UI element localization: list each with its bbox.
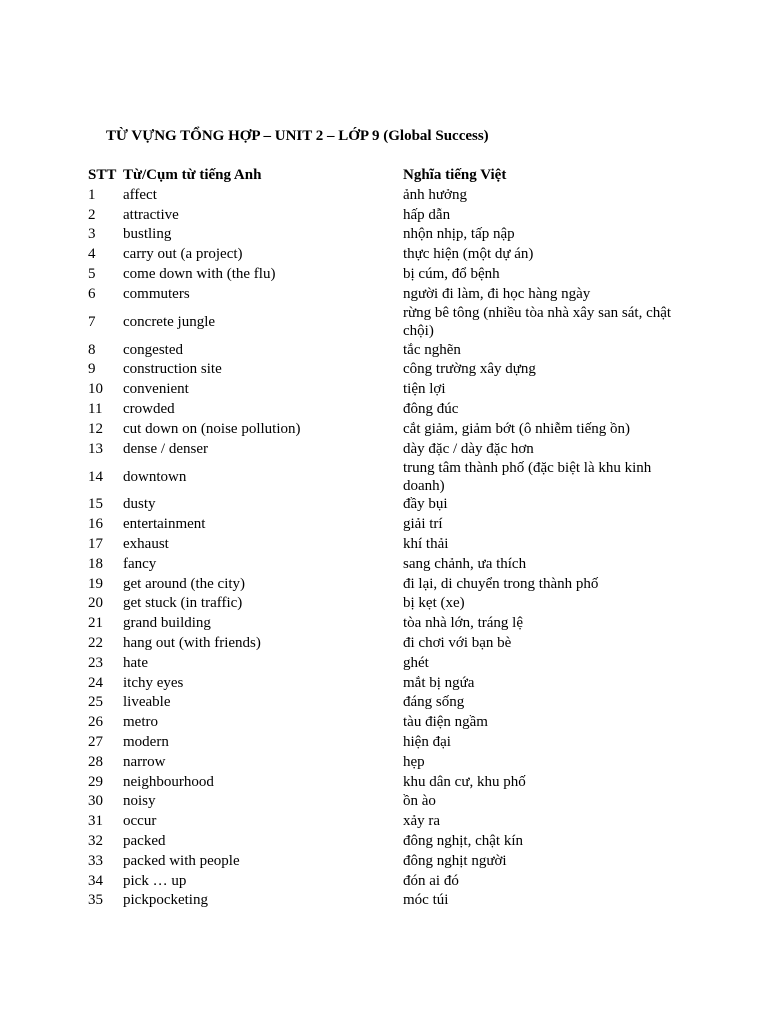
row-number: 11 — [88, 401, 103, 418]
english-term: pickpocketing — [123, 892, 208, 909]
row-number: 24 — [88, 674, 103, 691]
row-number: 30 — [88, 793, 103, 810]
english-term: commuters — [123, 285, 190, 302]
table-row — [88, 554, 693, 574]
vietnamese-meaning: đông nghịt người — [403, 852, 507, 869]
english-term: attractive — [123, 206, 179, 223]
vietnamese-meaning: đầy bụi — [403, 496, 448, 513]
row-number: 32 — [88, 833, 103, 849]
vietnamese-meaning: tiện lợi — [403, 381, 446, 398]
table-row — [88, 633, 693, 653]
table-row — [88, 185, 693, 205]
vietnamese-meaning: bị cúm, đổ bệnh — [403, 266, 500, 283]
vietnamese-meaning: hẹp — [403, 753, 425, 770]
table-row — [88, 264, 693, 284]
table-row — [88, 891, 693, 911]
table-row — [88, 732, 693, 752]
english-term: narrow — [123, 753, 166, 770]
vietnamese-meaning: sang chảnh, ưa thích — [403, 555, 527, 572]
row-number: 35 — [88, 892, 103, 909]
table-body — [88, 185, 693, 910]
table-row — [88, 495, 693, 515]
table-row — [88, 792, 693, 812]
vietnamese-meaning: đi chơi với bạn bè — [403, 635, 512, 652]
row-number: 28 — [88, 753, 103, 770]
row-number: 14 — [88, 468, 103, 485]
table-row — [88, 514, 693, 534]
vietnamese-meaning: khí thải — [403, 536, 449, 553]
table-row — [88, 419, 693, 439]
row-number: 29 — [88, 773, 103, 790]
vietnamese-meaning: bị kẹt (xe) — [403, 595, 465, 612]
row-number: 23 — [88, 654, 103, 671]
header-english: Từ/Cụm từ tiếng Anh — [123, 167, 262, 183]
header-vietnamese: Nghĩa tiếng Việt — [403, 167, 507, 183]
row-number: 26 — [88, 714, 103, 731]
table-row — [88, 851, 693, 871]
header-stt: STT — [88, 167, 117, 183]
vietnamese-meaning: người đi làm, đi học hàng ngày — [403, 285, 591, 302]
row-number: 33 — [88, 852, 103, 869]
english-term: liveable — [123, 694, 171, 711]
english-term: convenient — [123, 381, 189, 398]
row-number: 3 — [88, 226, 96, 243]
english-term: cut down on (noise pollution) — [123, 420, 301, 437]
table-row — [88, 772, 693, 792]
row-number: 18 — [88, 555, 103, 572]
vietnamese-meaning: cắt giảm, giảm bớt (ô nhiễm tiếng ồn) — [403, 420, 631, 437]
table-row — [88, 594, 693, 614]
vietnamese-meaning: tòa nhà lớn, tráng lệ — [403, 615, 523, 632]
row-number: 1 — [88, 186, 96, 203]
english-term: get around (the city) — [123, 575, 246, 592]
english-term: packed — [123, 833, 166, 849]
table-row — [88, 871, 693, 891]
vietnamese-meaning: công trường xây dựng — [403, 361, 536, 378]
english-term: packed with people — [123, 852, 240, 869]
table-row — [88, 459, 693, 495]
table-header-row — [88, 165, 693, 185]
table-row — [88, 340, 693, 360]
row-number: 7 — [88, 313, 96, 330]
row-number: 25 — [88, 694, 103, 711]
row-number: 5 — [88, 266, 96, 283]
row-number: 19 — [88, 575, 103, 592]
vietnamese-meaning: móc túi — [403, 892, 449, 909]
english-term: exhaust — [123, 536, 169, 553]
vietnamese-meaning: đông đúc — [403, 401, 459, 418]
vietnamese-meaning: đi lại, di chuyển trong thành phố — [403, 575, 599, 592]
table-row — [88, 244, 693, 264]
row-number: 13 — [88, 440, 103, 457]
english-term: modern — [123, 734, 169, 751]
row-number: 16 — [88, 516, 103, 533]
row-number: 34 — [88, 872, 103, 889]
table-row — [88, 534, 693, 554]
english-term: fancy — [123, 555, 157, 572]
vietnamese-meaning: rừng bê tông (nhiều tòa nhà xây san sát, chật chội) — [403, 304, 672, 339]
english-term: hate — [123, 654, 148, 671]
row-number: 10 — [88, 381, 103, 398]
table-row — [88, 752, 693, 772]
english-term: metro — [123, 714, 158, 731]
english-term: grand building — [123, 615, 211, 632]
row-number: 2 — [88, 206, 96, 223]
vocabulary-table — [88, 165, 693, 910]
table-row — [88, 673, 693, 693]
english-term: dense / denser — [123, 440, 208, 457]
row-number: 6 — [88, 285, 96, 302]
vietnamese-meaning: nhộn nhịp, tấp nập — [403, 226, 515, 243]
row-number: 12 — [88, 420, 103, 437]
vietnamese-meaning: đáng sống — [403, 694, 465, 711]
english-term: carry out (a project) — [123, 246, 243, 263]
table-row — [88, 284, 693, 304]
english-term: pick … up — [123, 872, 187, 889]
table-row — [88, 831, 693, 851]
english-term: dusty — [123, 496, 156, 513]
english-term: construction site — [123, 361, 222, 378]
row-number: 27 — [88, 734, 103, 751]
vietnamese-meaning: giải trí — [403, 516, 443, 533]
table-row — [88, 399, 693, 419]
vietnamese-meaning: ảnh hưởng — [403, 186, 467, 203]
table-row — [88, 360, 693, 380]
table-row — [88, 653, 693, 673]
english-term: entertainment — [123, 516, 206, 533]
vietnamese-meaning: dày đặc / dày đặc hơn — [403, 440, 534, 457]
english-term: noisy — [123, 793, 156, 810]
english-term: bustling — [123, 226, 172, 243]
vietnamese-meaning: trung tâm thành phố (đặc biệt là khu kinh doanh) — [403, 459, 652, 494]
table-row — [88, 205, 693, 225]
english-term: concrete jungle — [123, 313, 216, 330]
english-term: get stuck (in traffic) — [123, 595, 243, 612]
english-term: hang out (with friends) — [123, 635, 261, 652]
vietnamese-meaning: thực hiện (một dự án) — [403, 246, 534, 263]
english-term: downtown — [123, 468, 187, 485]
row-number: 8 — [88, 341, 96, 358]
row-number: 20 — [88, 595, 103, 612]
table-row — [88, 574, 693, 594]
row-number: 9 — [88, 361, 96, 378]
vietnamese-meaning: hấp dẫn — [403, 206, 451, 223]
english-term: congested — [123, 341, 183, 358]
table-row — [88, 439, 693, 459]
table-row — [88, 693, 693, 713]
row-number: 17 — [88, 536, 103, 553]
vietnamese-meaning: đông nghịt, chật kín — [403, 833, 523, 849]
vietnamese-meaning: đón ai đó — [403, 872, 459, 889]
vietnamese-meaning: xảy ra — [403, 813, 441, 830]
english-term: affect — [123, 186, 157, 203]
vietnamese-meaning: khu dân cư, khu phố — [403, 773, 526, 790]
english-term: crowded — [123, 401, 175, 418]
table-row — [88, 225, 693, 245]
english-term: come down with (the flu) — [123, 266, 276, 283]
document-title: TỪ VỰNG TỔNG HỢP – UNIT 2 – LỚP 9 (Global Success) — [106, 128, 489, 144]
table-row — [88, 613, 693, 633]
vietnamese-meaning: hiện đại — [403, 734, 451, 751]
row-number: 4 — [88, 246, 96, 263]
english-term: occur — [123, 813, 157, 830]
table-row — [88, 811, 693, 831]
vietnamese-meaning: ghét — [403, 654, 429, 671]
table-row — [88, 712, 693, 732]
vietnamese-meaning: tàu điện ngầm — [403, 714, 488, 731]
vietnamese-meaning: ồn ào — [403, 793, 436, 810]
table-row — [88, 304, 693, 340]
row-number: 31 — [88, 813, 103, 830]
row-number: 15 — [88, 496, 103, 513]
vietnamese-meaning: mắt bị ngứa — [403, 674, 475, 691]
row-number: 21 — [88, 615, 103, 632]
vietnamese-meaning: tắc nghẽn — [403, 341, 461, 358]
english-term: itchy eyes — [123, 674, 184, 691]
english-term: neighbourhood — [123, 773, 214, 790]
row-number: 22 — [88, 635, 103, 652]
table-row — [88, 379, 693, 399]
